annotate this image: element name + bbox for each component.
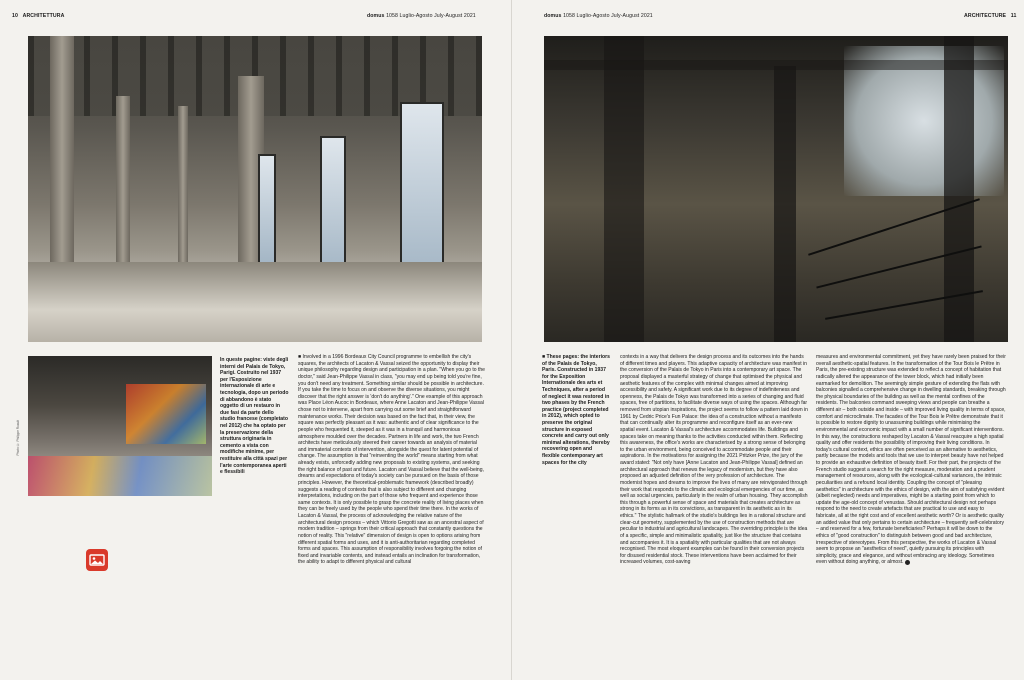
right-running-head (964, 13, 1016, 19)
caption-italian: In queste pagine: viste degli interni del Palais de Tokyo, Parigi. Costruito nel 1937 per l'Esposizione internazionale di arte e tecnologia, dopo un periodo di abbandono è stato oggetto di un restauro in due fasi da parte dello studio francese (completato nel 2012) che ha optato per la preservazione della struttura originaria in cemento a vista con modifiche minime, per restituire alla città spazi per l'arte contemporanea aperti e flessibili (220, 357, 289, 476)
photo-credit: Photo © Philippe Ruault (16, 420, 20, 456)
right-page-number: 11 (1010, 13, 1017, 19)
body-text-col2: contexts in a way that delivers the design process and its outcomes into the hands of different times and players. This adaptive capacity of architecture was manifest in the conversion of the Palais de Tokyo in Paris into a contemporary art space. The proposal displayed a masterful strategy of change that optimised the physical and aesthetic features of the complex with minimal changes aimed at improving accessibility and safety. A significant work due to its degree of indefiniteness and openness, the Palais de Tokyo was transformed into a series of changing and fluid spaces, free of partitions, to facilitate diverse ways of using the spaces. Although far removed from utopian inspirations, the project seems to follow a pattern laid down in 1961 by Cedric Price's Fun Palace: the idea of a construction without a manifesto that can continually alter its programme and reconfigure itself as an ever-new spatial event. Lacaton & Vassal's architecture accommodates life. Buildings and spaces take on meaning thanks to the activities conducted within them. Reflecting this awareness, the office's works are characterised by a strong sense of belonging to the urban environment, being conceived to accommodate people and their aspirations. In the motivations for assigning the 2021 Pritzker Prize, the jury of the award stated: "Not only have [Anne Lacaton and Jean-Philippe Vassal] defined an architectural approach that renews the legacy of modernism, but they have also proposed an adjusted definition of the very profession of architecture. The modernist hopes and dreams to improve the lives of many are reinvigorated through their work that responds to the climatic and ecological emergencies of our time, as well as social urgencies, particularly in the realm of urban housing. They accomplish this through a powerful sense of space and materials that creates architecture as strong in its forms as in its convictions, as transparent in its aesthetic as in its ethics." The stylistic hallmark of the studio's buildings lies in a rational structure and clear-cut geometry, supplemented by the use of construction methods that are peculiar to industrial and agricultural landscapes. The overriding principle is the idea of a specific, simple and minimalistic spatiality, just like the structure that contains and accompanies it. It is a spatiality with particular qualities that are not always recognised. The most eloquent examples can be found in their conversion projects for disused residential stock. These interventions have been acclaimed for their increased volumes, cost-saving (620, 354, 808, 566)
right-issue: 1058 Luglio-Agosto July-August 2021 (563, 13, 653, 19)
left-issue-head (367, 13, 476, 19)
left-page-number: 10 (12, 13, 18, 19)
right-section: ARCHITECTURE (964, 13, 1007, 19)
right-page (512, 0, 1024, 680)
left-section: ARCHITETTURA (22, 13, 65, 19)
caption-english: ■ These pages: the interiors of the Palais de Tokyo, Paris. Constructed in 1937 for the Exposition Internationale des arts et Techniques, after a period of neglect it was restored in two phases by the French practice (project completed in 2012), which opted to preserve the original structure in exposed concrete and carry out only minimal alterations, thereby recovering open and flexible contemporary art spaces for the city (542, 354, 610, 466)
end-mark-icon (905, 560, 910, 565)
gallery-icon[interactable] (86, 549, 108, 571)
right-issue-head (544, 13, 653, 19)
left-magazine: domus (367, 13, 385, 19)
body-column-2 (620, 354, 808, 676)
body-column-3 (816, 354, 1006, 676)
body-column-1: ■ Involved in a 1996 Bordeaux City Council programme to embellish the city's squares, the architects of Lacaton & Vassal seized the opportunity to display their unique philosophy regarding design and participation in a plan. "When you go to the doctor," said Jean-Philippe Vassal in class, "you may end up being told you're fine, you don't need any treatment. Something similar should be possible in architecture. If you take the time to focus on and observe the diverse situations, you might discover that the right answer is 'don't do anything'." One example of this approach was Place Léon Aucoc in Bordeaux, where Anne Lacaton and Jean-Philippe Vassal chose not to intervene, apart from carrying out some brief and straightforward maintenance works. Their decision was based on the fact that, in their view, the square was perfectly pleasant as it was: authentic and of clear significance to the people who frequented it, steeped as it was in a tranquil and harmonious atmosphere moulded over the decades. Partners in life and work, the two French architects have meticulously steered their career towards an analysis of material and immaterial contexts of intervention, alongside the quest for latent potential of change. The assumption is that "reinventing the world" means starting from what already exists, unforcedly adding new proposals to existing systems, and seeking the right balance of past and future. Lacaton and Vassal believe that the well-being, dreams and expectations of today's society can be pursued on the basis of those principles. However, the theoretical-problematic framework (described broadly) suggests a reading of contexts that is also subject to different and changing interpretations, including on the part of those who frequent and experience those same contexts. It is only possible to grasp the concrete reality of living places when they can be freely used by the people who spend their time there. In the works of Lacaton & Vassal, the process of acknowledging the relative nature of the architectural design process – which Vittorio Gregotti saw as an ancestral aspect of modern tradition – springs from their critical approach that constantly questions the notion of reality. This "relative" dimension of design is open to options arising from different spatial forms and uses, and it is anti-authoritarian regarding completed forms and spaces. This assumption of responsibility involves forgoing the notion of fixed and invariable contents, and instead entails an inclination for transformation, the ability to adapt to different physical and cultural (298, 354, 485, 566)
right-magazine: domus (544, 13, 562, 19)
hall-photo (28, 36, 482, 342)
body-text-col3: measures and environmental commitment, yet they have rarely been praised for their overall aesthetic-spatial features. In the transformation of the Tour Bois le Prêtre in Paris, the pre-existing structure was extended to reflect a concept of habitation that radically altered the appearance of the tower block, which had initially been earmarked for demolition. The seemingly simple gesture of extending the flats with balconies signalled a comprehensive change in dwelling standards, breaking through the physical boundaries of the building as well as the mental confines of the residents. The balconies command sweeping views and people can breathe a different air – both outside and inside – with improved living quality in terms of space, comfort and microclimate. The facades of the Tour Bois le Prêtre demonstrate that it is possible to restore dignity to unassuming buildings while minimising the environmental and economic impact with a small number of significant interventions. In this way, the constructions reshaped by Lacaton & Vassal reacquire a high spatial quality and offer residents the possibility of improving their living conditions. In today's cultural context, ethics are often perceived as an alternative to aesthetics, partly because the models and tools that we use to interpret beauty have not helped to provide an exhaustive definition of beauty itself. For their part, the projects of the French studio suggest a search for the right measure, moderation and a prudent management of resources, along with the ecological-cultural variances, the intrinsic peculiarities and a refound local identity. Coupling the concept of "pleasing aesthetics" in architecture with the ethics of design, with the aim of satisfying evident (albeit neglected) needs and imperatives, might be a starting point from which to update the age-old concept of venustas. Should architectural design not perhaps respond to the need to create artefacts that are practical to use and easy to fabricate, all at the right cost and of excellent aesthetic worth? Or is aesthetic quality an added value that only pertains to certain architecture – frequently self-celebratory – and reserved for a few, fortunate beneficiaries? Perhaps it will be down to the ethics of "good construction" to distinguish between good and bad architecture, irrespective of stereotypes. From this perspective, the works of Lacaton & Vassal seem to propose an "aesthetics of need", quietly pursuing its principles with simplicity, grace and elegance, and without embracing any ideology. Sometimes even without doing anything, or almost. (816, 354, 1006, 566)
caption-english-text: These pages: the interiors of the Palais de Tokyo, Paris. Constructed in 1937 for the Exposition Internationale des arts et Techniques, after a period of neglect it was restored in two phases by the French practice (project completed in 2012), which opted to preserve the original structure in exposed concrete and carry out only minimal alterations, thereby recovering open and flexible contemporary art spaces for the city (542, 354, 610, 466)
left-running-head (12, 13, 64, 19)
gallery-photo (28, 356, 212, 496)
body-text-col1: Involved in a 1996 Bordeaux City Council programme to embellish the city's squares, the architects of Lacaton & Vassal seized the opportunity to display their unique philosophy regarding design and participation in a plan. "When you go to the doctor," said Jean-Philippe Vassal in class, "you may end up being told you're fine, you don't need any treatment. Something similar should be possible in architecture. If you take the time to focus on and observe the diverse situations, you might discover that the right answer is 'don't do anything'." One example of this approach was Place Léon Aucoc in Bordeaux, where Anne Lacaton and Jean-Philippe Vassal chose not to intervene, apart from carrying out some brief and straightforward maintenance works. Their decision was based on the fact that, in their view, the square was perfectly pleasant as it was: authentic and of clear significance to the people who frequented it, steeped as it was in a tranquil and harmonious atmosphere moulded over the decades. Partners in life and work, the two French architects have meticulously steered their career towards an analysis of material and immaterial contexts of intervention, alongside the quest for latent potential of change. The assumption is that "reinventing the world" means starting from what already exists, unforcedly adding new proposals to existing systems, and seeking the right balance of past and future. Lacaton and Vassal believe that the well-being, dreams and expectations of today's society can be pursued on the basis of those principles. However, the theoretical-problematic framework (described broadly) suggests a reading of contexts that is also subject to different and changing interpretations, including on the part of those who frequent and experience those same contexts. It is only possible to grasp the concrete reality of living places when they can be freely used by the people who spend their time there. In the works of Lacaton & Vassal, the process of acknowledging the relative nature of the architectural design process – which Vittorio Gregotti saw as an ancestral aspect of modern tradition – springs from their critical approach that constantly questions the notion of reality. This "relative" dimension of design is open to options arising from different spatial forms and uses, and it is anti-authoritarian regarding completed forms and spaces. This assumption of responsibility involves forgoing the notion of fixed and invariable contents, and instead entails an inclination for transformation, the ability to adapt to different physical and cultural (298, 354, 485, 566)
left-issue: 1058 Luglio-Agosto July-August 2021 (386, 13, 476, 19)
staircase-photo (544, 36, 1008, 342)
